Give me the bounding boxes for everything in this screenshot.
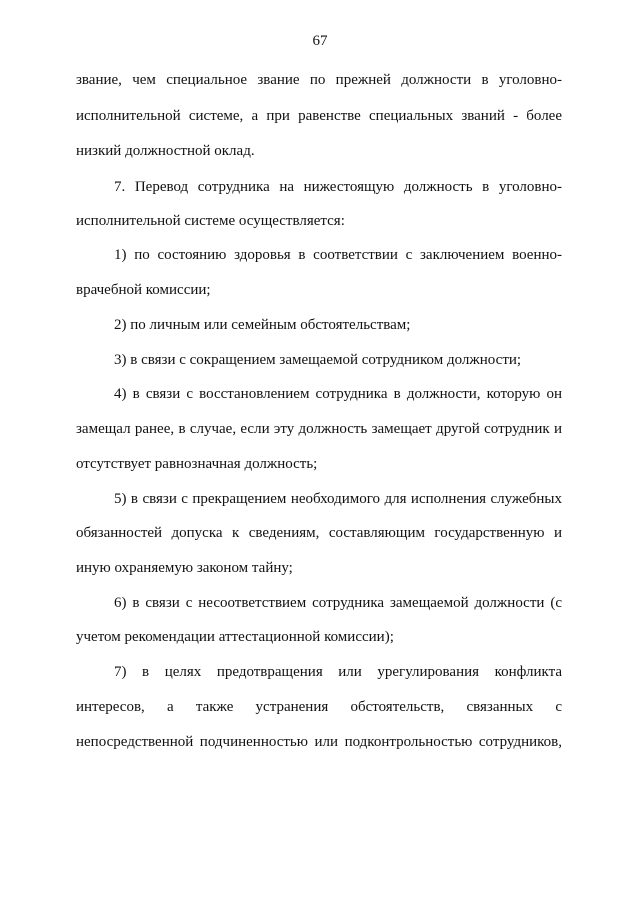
text-line: иную охраняемую законом тайну; bbox=[76, 560, 293, 576]
paragraph-first-line: 7. Перевод сотрудника на нижестоящую должность в уголовно- bbox=[114, 179, 562, 195]
text-line: исполнительной системе осуществляется: bbox=[76, 213, 345, 229]
list-item-1: 1) по состоянию здоровья в соответствии с заключением военно- bbox=[114, 247, 562, 263]
text-line: врачебной комиссии; bbox=[76, 282, 211, 298]
list-item-6: 6) в связи с несоответствием сотрудника замещаемой должности (с bbox=[114, 595, 562, 611]
list-item-5: 5) в связи с прекращением необходимого для исполнения служебных bbox=[114, 491, 562, 507]
text-line: низкий должностной оклад. bbox=[76, 143, 255, 159]
text-line: интересов, а также устранения обстоятельств, связанных с bbox=[76, 699, 562, 715]
text-line: непосредственной подчиненностью или подконтрольностью сотрудников, bbox=[76, 734, 562, 750]
text-line: исполнительной системе, а при равенстве специальных званий - более bbox=[76, 108, 562, 124]
text-line: отсутствует равнозначная должность; bbox=[76, 456, 318, 472]
text-line: звание, чем специальное звание по прежней должности в уголовно- bbox=[76, 72, 562, 88]
list-item-4: 4) в связи с восстановлением сотрудника в должности, которую он bbox=[114, 386, 562, 402]
text-line: учетом рекомендации аттестационной комиссии); bbox=[76, 629, 394, 645]
page-number: 67 bbox=[312, 33, 328, 49]
text-line: замещал ранее, в случае, если эту должность замещает другой сотрудник и bbox=[76, 421, 562, 437]
list-item-7: 7) в целях предотвращения или урегулирования конфликта bbox=[114, 664, 562, 680]
list-item-3: 3) в связи с сокращением замещаемой сотрудником должности; bbox=[114, 352, 522, 368]
text-line: обязанностей допуска к сведениям, составляющим государственную и bbox=[76, 525, 562, 541]
list-item-2: 2) по личным или семейным обстоятельствам; bbox=[114, 317, 411, 333]
